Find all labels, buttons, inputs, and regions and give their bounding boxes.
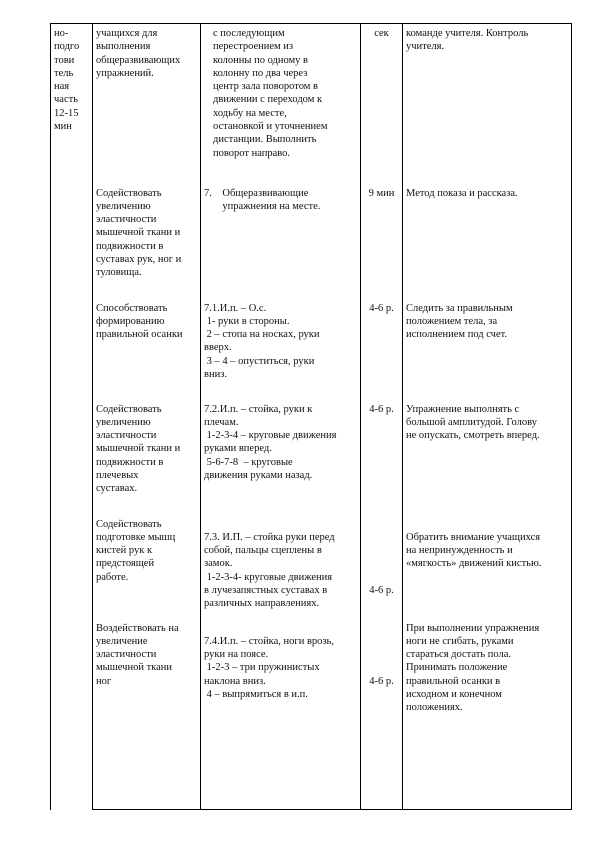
text-line: подвижности в [96,456,164,468]
text-line: в лучезапястных суставах в [204,584,328,596]
goal-cell [93,622,201,810]
method-cell [403,24,572,187]
dosage-cell [361,187,403,302]
stage-line: тель [54,67,74,79]
table-row [51,622,572,810]
stage-line: мин [54,121,72,133]
text-line: эластичности [96,214,157,226]
text-line: с последующим [213,28,285,39]
stage-line: тови [54,54,75,66]
table-row [51,302,572,403]
text-line: увеличению [96,416,151,428]
table-row [51,187,572,302]
text-line: Обратить внимание учащихся [406,531,541,543]
text-line: Содействовать [96,403,162,415]
text-line: мышечной ткани и [96,443,181,455]
method-cell [403,403,572,518]
method-cell [403,302,572,403]
text-line: работе. [96,571,129,583]
text-line: 1-2-3-4 – круговые движения [204,430,337,442]
text-line [204,518,357,531]
text-line: стараться достать пола. [406,649,512,661]
content-cell [201,518,361,622]
text-line: 7.1.И.п. – О.с. [204,302,267,314]
method-cell [403,518,572,622]
content-cell [201,24,361,187]
text-line: суставах рук, ног и [96,253,182,265]
text-line: вверх. [204,342,232,354]
text-line: учащихся для [96,28,158,39]
dosage-value: 4-6 р. [369,302,394,314]
text-line [364,622,399,635]
stage-line: 12-15 [54,107,79,119]
lesson-stage-cell [51,24,93,810]
text-line: поворот направо. [213,147,291,159]
text-line: ноги не сгибать, руками [406,635,514,647]
text-line: собой, пальцы сцеплены в [204,545,322,557]
text-line: подвижности в [96,240,164,252]
dosage-cell [361,302,403,403]
text-line: 5-6-7-8 – круговые [204,456,293,468]
text-line: движения руками назад. [204,469,313,481]
stage-line: часть [54,94,78,106]
text-line: Способствовать [96,302,168,314]
text-line: правильной осанки в [406,675,501,687]
text-line: плечевых [96,469,139,481]
dosage-value: 4-6 р. [369,584,394,596]
text-line: центр зала поворотом в [213,81,319,93]
dosage-value: 9 мин [368,187,395,199]
text-line [406,518,568,531]
text-line [364,557,399,570]
text-line: «мягкость» движений кистью. [406,558,542,570]
text-line: Принимать положение [406,662,508,674]
goal-cell [93,187,201,302]
text-line: 7.4.И.п. – стойка, ноги врозь, [204,635,334,647]
table-row [51,24,572,187]
text-line: 2 – стопа на носках, руки [204,329,320,341]
text-line: При выполнении упражнения [406,622,540,634]
text-line: перестроением из [213,41,294,53]
text-line: упражнения на месте. [204,200,321,212]
stage-line: но- [54,28,69,39]
text-line: колонны по одному в [213,54,309,66]
text-line: не опускать, смотреть вперед. [406,430,540,442]
text-line: остановкой и уточнением [213,121,328,133]
text-line: кистей рук к [96,545,153,557]
text-line [364,518,399,531]
text-line: положениях. [406,702,463,714]
text-line: исходном и конечном [406,688,502,700]
text-line: наклона вниз. [204,675,266,687]
content-cell [201,403,361,518]
text-line: формированию [96,315,165,327]
text-line [364,571,399,584]
goal-cell [93,518,201,622]
text-line [204,622,357,635]
table-row [51,403,572,518]
dosage-value: сек [374,28,389,39]
dosage-cell [361,403,403,518]
text-line: плечам. [204,416,239,428]
text-line: увеличение [96,635,148,647]
content-cell [201,302,361,403]
text-line: движении с переходом к [213,94,323,106]
text-line: подготовке мышц [96,531,176,543]
method-cell [403,622,572,810]
text-line [364,661,399,674]
text-line: положением тела, за [406,315,498,327]
text-line: мышечной ткани [96,662,173,674]
text-line: предстоящей [96,558,155,570]
text-line: различных направлениях. [204,598,320,610]
text-line: большой амплитудой. Голову [406,416,537,428]
text-line: руками вперед. [204,443,272,455]
text-line: учителя. [406,41,445,53]
text-line: 7. Общеразвивающие [204,187,309,199]
table-row [51,518,572,622]
text-line: исполнением под счет. [406,329,508,341]
text-line: общеразвивающих [96,54,181,66]
text-line: на непринужденность и [406,545,513,557]
text-line [364,635,399,648]
dosage-value: 4-6 р. [369,675,394,687]
goal-cell [93,403,201,518]
text-line: правильной осанки [96,329,183,341]
content-cell [201,622,361,810]
goal-cell [93,302,201,403]
lesson-plan-table [50,23,572,810]
dosage-cell [361,622,403,810]
text-line: туловища. [96,267,142,279]
text-line: ног [96,675,112,687]
text-line: упражнений. [96,67,154,79]
text-line: 1-2-3 – три пружинистых [204,662,320,674]
text-line: вниз. [204,368,227,380]
text-line: 7.2.И.п. – стойка, руки к [204,403,313,415]
text-line: эластичности [96,430,157,442]
text-line: команде учителя. Контроль [406,28,529,39]
text-line: Содействовать [96,518,162,530]
text-line: 3 – 4 – опуститься, руки [204,355,315,367]
text-line [364,531,399,544]
text-line: Содействовать [96,187,162,199]
goal-cell [93,24,201,187]
text-line: дистанции. Выполнить [213,134,317,146]
text-line: суставах. [96,483,138,495]
dosage-cell [361,518,403,622]
dosage-value: 4-6 р. [369,403,394,415]
text-line: руки на поясе. [204,649,269,661]
text-line: Упражнение выполнять с [406,403,520,415]
method-cell [403,187,572,302]
stage-line: ная [54,81,70,93]
text-line: эластичности [96,649,157,661]
dosage-cell [361,24,403,187]
text-line: 7.3. И.П. – стойка руки перед [204,531,335,543]
text-line: Следить за правильным [406,302,513,314]
text-line: Метод показа и рассказа. [406,187,518,199]
text-line: колонну по два через [213,67,308,79]
text-line [364,648,399,661]
text-line: Воздействовать на [96,622,179,634]
content-cell [201,187,361,302]
text-line: 1- руки в стороны. [204,315,290,327]
text-line: 1-2-3-4- круговые движения [204,571,333,583]
text-line: замок. [204,558,233,570]
text-line: выполнения [96,41,151,53]
text-line: ходьбу на месте, [213,107,287,119]
text-line [364,544,399,557]
text-line: 4 – выпрямиться в и.п. [204,688,308,700]
text-line: мышечной ткани и [96,227,181,239]
text-line: увеличению [96,200,151,212]
stage-line: подго [54,41,80,53]
